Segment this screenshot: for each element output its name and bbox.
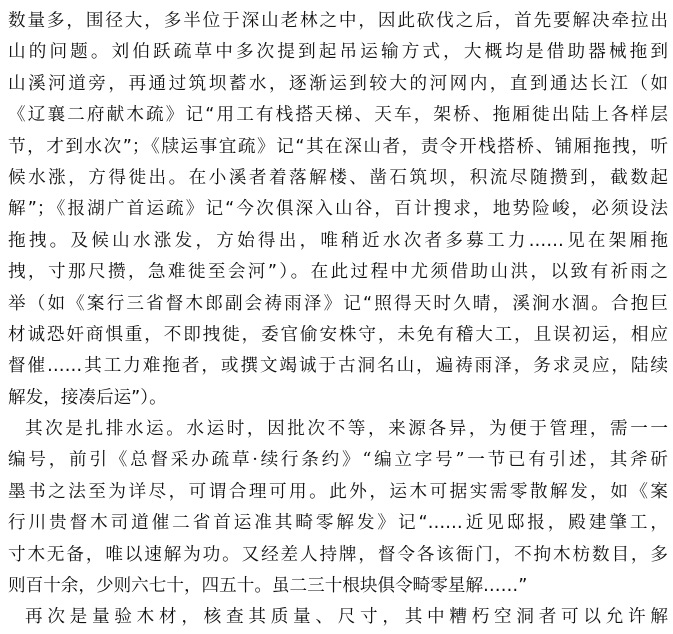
text-line: [8, 226, 668, 257]
body-text-segment: 山的问题。刘伯跃疏草中多次提到起吊运输方式，大概均是借助器械拖到: [8, 42, 668, 63]
body-text-segment: 数量多，围径大，多半位于深山老林之中，因此砍伐之后，首先要解决牵拉出: [8, 11, 668, 31]
body-text-segment: 《牍运事宜疏》: [149, 136, 277, 157]
body-text-segment: 再次是量验木材，核查其质量、尺寸，其中糟朽空洞者可以允许解: [25, 607, 668, 628]
body-text-segment: 山溪河道旁，再通过筑坝蓄水，逐渐运到较大的河网内，直到通达长江（如: [8, 73, 668, 94]
quoted-text-segment: 记“今次俱深入山谷，百计搜求，地势险峻，必须设法: [205, 199, 668, 220]
text-line: [8, 289, 668, 320]
body-text-segment: 编号，前引《总督采办疏草·续行条约》“编立字号”一节已有引述，其斧斫: [8, 450, 668, 471]
text-line: [8, 571, 668, 602]
document-page: [8, 6, 668, 634]
text-line: [8, 445, 668, 476]
quoted-text-segment: 拖拽。及候山水涨发，方始得出，唯稍近水次者多募工力……见在架厢拖: [8, 230, 668, 251]
body-text-segment: 《辽襄二府献木疏》: [8, 105, 186, 126]
quoted-text-segment: 记“照得天时久晴，溪涧水涸。合抱巨: [343, 293, 668, 314]
text-line: [8, 477, 668, 508]
quoted-text-segment: 节，才到水次”；: [8, 136, 150, 157]
body-text-segment: 《报湖广首运疏》: [54, 199, 206, 220]
quoted-text-segment: 则百十余，少则六七十，四五十。虽二三十根块俱令畸零星解……”: [8, 576, 528, 597]
text-line: [8, 602, 668, 633]
quoted-text-segment: 记“……近见邸报，殿建肇工，: [397, 513, 668, 534]
quoted-text-segment: 解发，接凑后运”: [8, 387, 141, 408]
quoted-text-segment: 解”；: [8, 199, 55, 220]
quoted-text-segment: 督催……其工力难拖者，或撰文竭诚于古洞名山，遍祷雨泽，务求灵应，陆续: [8, 356, 668, 377]
body-text-segment: 其次是扎排水运。水运时，因批次不等，来源各异，为便于管理，需一一: [25, 419, 668, 440]
quoted-text-segment: 材诚恐奸商惧重，不即拽徙，委官偷安株守，未免有稽大工，且误初运，相应: [8, 324, 668, 345]
quoted-text-segment: 拽，寸那尺攒，急难徙至会河”: [8, 262, 277, 283]
text-line: [8, 69, 668, 100]
text-line: [8, 351, 668, 382]
quoted-text-segment: 寸木无备，唯以速解为功。又经差人持牌，督令各该衙门，不拘木枋数目，多: [8, 544, 668, 565]
text-line: [8, 540, 668, 571]
text-line: [8, 132, 668, 163]
text-line: [8, 414, 668, 445]
text-line: [8, 508, 668, 539]
body-text-segment: ）。: [140, 387, 167, 408]
quoted-text-segment: 候水涨，方得徙出。在小溪者着落解楼、凿石筑坝，积流尽随攒到，截数起: [8, 167, 668, 188]
body-text-segment: 举（如《案行三省督木郎副会祷雨泽》: [8, 293, 344, 314]
text-line: [8, 100, 668, 131]
body-text-segment: 墨书之法至为详尽，可谓合理可用。此外，运木可据实需零散解发，如《案: [8, 481, 668, 502]
body-text-segment: ）。在此过程中尤须借助山洪，以致有祈雨之: [277, 262, 668, 283]
text-line: [8, 194, 668, 225]
text-line: [8, 163, 668, 194]
quoted-text-segment: 记“用工有栈搭天梯、天车，架桥、拖厢徙出陆上各样层: [185, 105, 668, 126]
text-line: [8, 383, 668, 414]
body-text-segment: 行川贵督木司道催二省首运准其畸零解发》: [8, 513, 398, 534]
text-line: [8, 320, 668, 351]
text-line: [8, 6, 668, 37]
text-line: [8, 37, 668, 68]
quoted-text-segment: 记“其在深山者，责令开栈搭桥、铺厢拖拽，听: [276, 136, 668, 157]
text-line: [8, 257, 668, 288]
